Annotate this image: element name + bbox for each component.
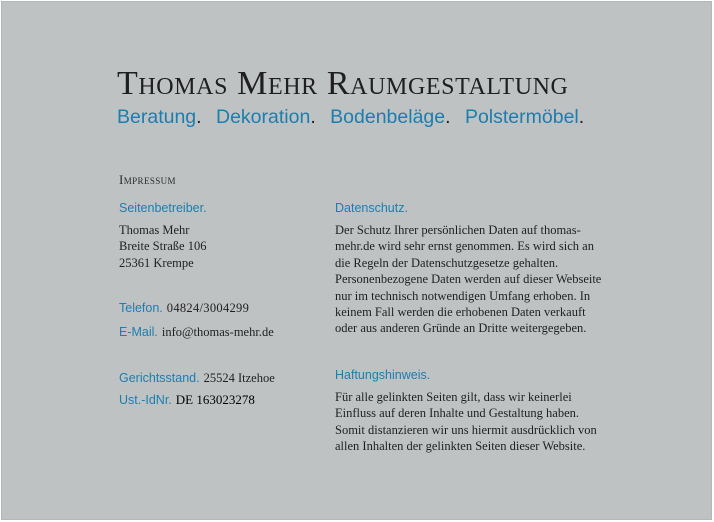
court-row [119, 369, 275, 387]
impressum-heading: Impressum [119, 172, 176, 187]
phone-value[interactable]: 04824/3004299 [166, 301, 250, 315]
operator-address [119, 222, 206, 271]
tagline-item-beratung: Beratung. [117, 106, 202, 128]
operator-name: Thomas Mehr [119, 223, 190, 237]
liability-heading: Haftungshinweis. [335, 368, 431, 382]
phone-label: Telefon. [119, 301, 163, 315]
tagline [117, 104, 593, 130]
operator-street: Breite Straße 106 [119, 239, 207, 254]
phone-row [119, 299, 249, 317]
privacy-heading: Datenschutz. [335, 201, 408, 215]
tagline-item-dekoration: Dekoration. [216, 106, 316, 128]
liability-text: Für alle gelinkten Seiten gilt, dass wir keinerlei Einfluss auf deren Inhalte und Gestaltung haben. Somit distanzieren wir uns hiermit ausdrücklich von allen Inhalten der gelinkten Seiten dieser Website. [335, 390, 597, 454]
page-frame [1, 1, 712, 520]
tagline-item-bodenbelaege: Bodenbeläge. [330, 106, 451, 128]
court-label: Gerichtsstand. [119, 371, 200, 385]
court-value: 25524 Itzehoe [203, 371, 275, 385]
vat-value: DE 163023278 [175, 392, 255, 407]
privacy-text: Der Schutz Ihrer persönlichen Daten auf thomas-mehr.de wird sehr ernst genommen. Es wird sich an die Regeln der Datenschutzgesetze gehalten. Personenbezogene Daten werden auf dieser Webseite nur im technisch notwendigen Umfang erhoben. In keinem Fall werden die erhobenen Daten verkauft oder aus anderen Gründe an Dritte weitergegeben. [335, 223, 602, 336]
company-title: Thomas Mehr Raumgestaltung [117, 65, 569, 102]
vat-label: Ust.-IdNr. [119, 393, 172, 407]
tagline-item-polstermoebel: Polstermöbel. [464, 106, 585, 128]
operator-city: 25361 Krempe [119, 255, 194, 270]
email-label: E-Mail. [119, 325, 158, 339]
email-row [119, 323, 274, 341]
operator-heading: Seitenbetreiber. [119, 201, 207, 215]
email-link[interactable]: info@thomas-mehr.de [161, 325, 274, 339]
vat-row [119, 391, 255, 409]
